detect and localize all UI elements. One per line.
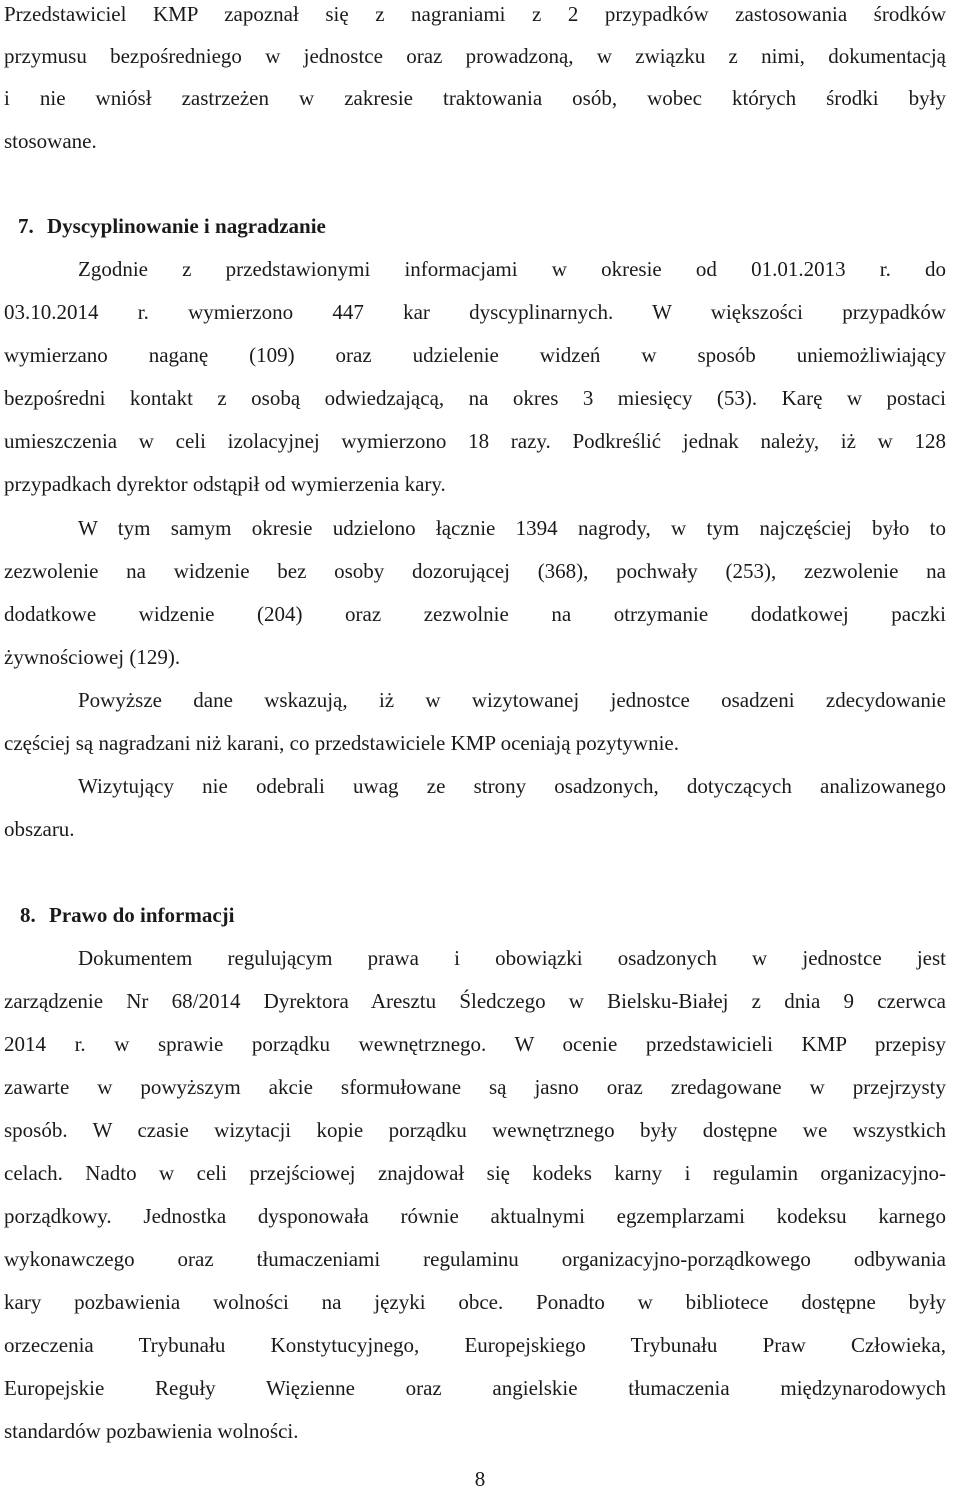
text-line: wymierzano naganę (109) oraz udzielenie widzeń w sposób uniemożliwiający [4, 343, 946, 367]
text-line: żywnościowej (129). [4, 645, 181, 669]
text-line: częściej są nagradzani niż karani, co przedstawiciele KMP oceniają pozytywnie. [4, 731, 680, 755]
text-line: obszaru. [4, 817, 75, 841]
section-8-heading [20, 901, 420, 929]
page-number: 8 [474, 1467, 486, 1491]
text-line: Europejskie Reguły Więzienne oraz angielskie tłumaczenia międzynarodowych [4, 1376, 946, 1400]
text-line: W tym samym okresie udzielono łącznie 1394 nagrody, w tym najczęściej było to [78, 516, 946, 540]
text-line: bezpośredni kontakt z osobą odwiedzającą, na okres 3 miesięcy (53). Karę w postaci [4, 386, 946, 410]
section-title: Dyscyplinowanie i nagradzanie [47, 214, 326, 238]
text-line: orzeczenia Trybunału Konstytucyjnego, Europejskiego Trybunału Praw Człowieka, [4, 1333, 946, 1357]
text-line: zezwolenie na widzenie bez osoby dozorującej (368), pochwały (253), zezwolenie na [4, 559, 946, 583]
section-7-heading [18, 212, 418, 240]
section-number: 8. [20, 903, 36, 927]
text-line: Przedstawiciel KMP zapoznał się z nagraniami z 2 przypadków zastosowania środków [4, 2, 946, 26]
text-line: Dokumentem regulującym prawa i obowiązki osadzonych w jednostce jest [78, 946, 946, 970]
text-line: sposób. W czasie wizytacji kopie porządku wewnętrznego były dostępne we wszystkich [4, 1118, 946, 1142]
text-line: przymusu bezpośredniego w jednostce oraz prowadzoną, w związku z nimi, dokumentacją [4, 44, 946, 68]
text-line: 2014 r. w sprawie porządku wewnętrznego. W ocenie przedstawicieli KMP przepisy [4, 1032, 946, 1056]
text-line: i nie wniósł zastrzeżen w zakresie traktowania osób, wobec których środki były [4, 86, 946, 110]
text-line: umieszczenia w celi izolacyjnej wymierzono 18 razy. Podkreślić jednak należy, iż w 128 [4, 429, 946, 453]
text-line: kary pozbawienia wolności na języki obce. Ponadto w bibliotece dostępne były [4, 1290, 946, 1314]
text-line: porządkowy. Jednostka dysponowała równie aktualnymi egzemplarzami kodeksu karnego [4, 1204, 946, 1228]
text-line: celach. Nadto w celi przejściowej znajdował się kodeks karny i regulamin organizacyjno- [4, 1161, 946, 1185]
text-line: dodatkowe widzenie (204) oraz zezwolnie na otrzymanie dodatkowej paczki [4, 602, 946, 626]
section-number: 7. [18, 214, 34, 238]
text-line: 03.10.2014 r. wymierzono 447 kar dyscyplinarnych. W większości przypadków [4, 300, 946, 324]
section-title: Prawo do informacji [49, 903, 235, 927]
text-line: Zgodnie z przedstawionymi informacjami w okresie od 01.01.2013 r. do [78, 257, 946, 281]
text-line: zawarte w powyższym akcie sformułowane są jasno oraz zredagowane w przejrzysty [4, 1075, 946, 1099]
text-line: przypadkach dyrektor odstąpił od wymierzenia kary. [4, 472, 446, 496]
text-line: Wizytujący nie odebrali uwag ze strony osadzonych, dotyczących analizowanego [78, 774, 946, 798]
text-line: wykonawczego oraz tłumaczeniami regulaminu organizacyjno-porządkowego odbywania [4, 1247, 946, 1271]
text-line: zarządzenie Nr 68/2014 Dyrektora Aresztu Śledczego w Bielsku-Białej z dnia 9 czerwca [4, 989, 946, 1013]
text-line: standardów pozbawienia wolności. [4, 1419, 299, 1443]
text-line: stosowane. [4, 129, 97, 153]
text-line: Powyższe dane wskazują, iż w wizytowanej jednostce osadzeni zdecydowanie [78, 688, 946, 712]
